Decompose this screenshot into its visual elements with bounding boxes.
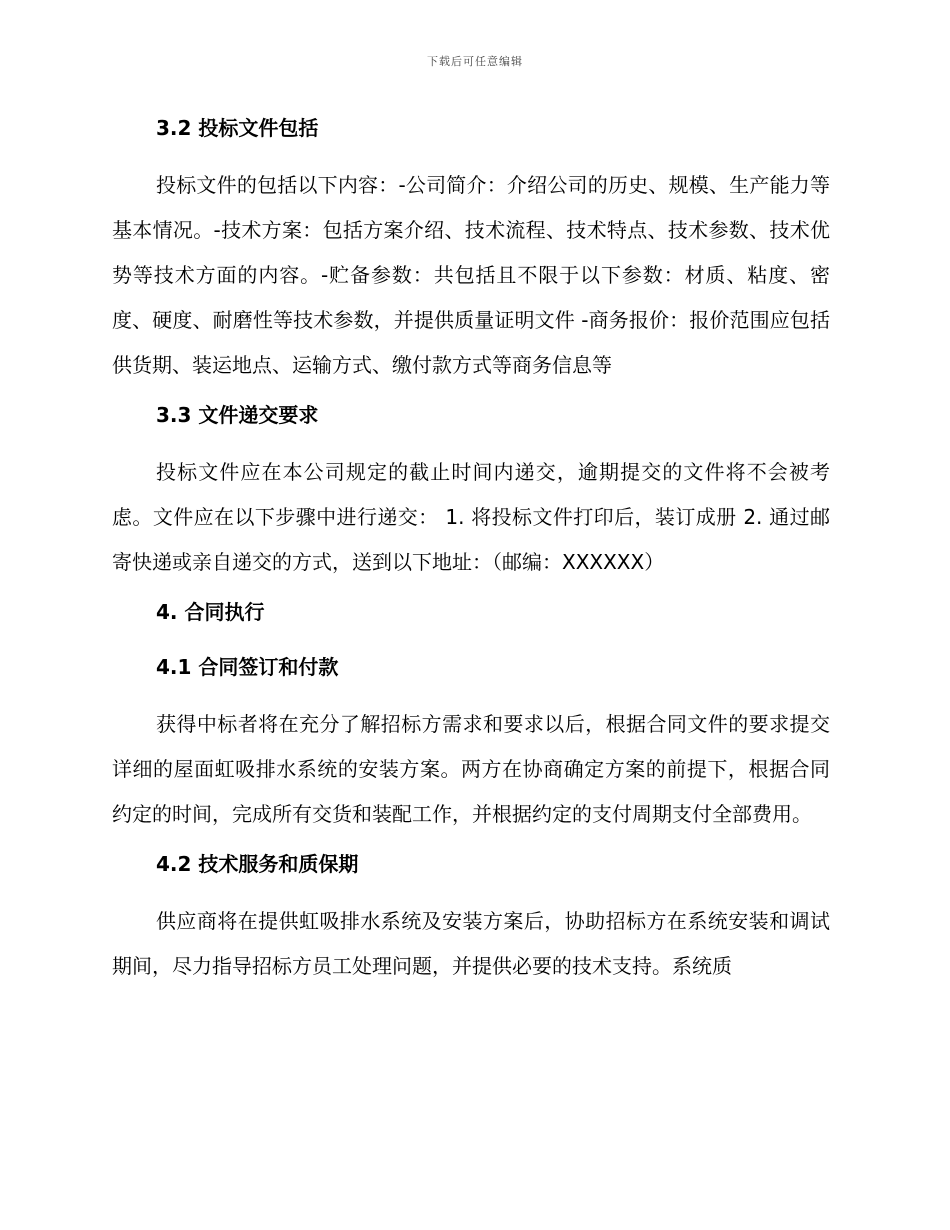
section-heading-3-3: 3.3 文件递交要求 bbox=[156, 403, 319, 427]
page-header-note: 下载后可任意编辑 bbox=[427, 55, 523, 68]
section-heading-4-2: 4.2 技术服务和质保期 bbox=[156, 852, 359, 876]
section-paragraph-3-2: 投标文件的包括以下内容：-公司简介：介绍公司的历史、规模、生产能力等基本情况。-技术方案：包括方案介绍、技术流程、技术特点、技术参数、技术优势等技术方面的内容。-贮备参数：共包括且不限于以下参数：材质、粘度、密度、硬度、耐磨性等技术参数，并提供质量证明文件 -商务报价：报价范围应包括供货期、装运地点、运输方式、缴付款方式等商务信息等 bbox=[112, 173, 830, 377]
section-heading-3-2: 3.2 投标文件包括 bbox=[156, 116, 319, 140]
section-paragraph-3-3: 投标文件应在本公司规定的截止时间内递交，逾期提交的文件将不会被考虑。文件应在以下步骤中进行递交： 1. 将投标文件打印后，装订成册 2. 通过邮寄快递或亲自递交的方式，送到以下地址：（邮编：XXXXXX） bbox=[112, 460, 830, 574]
section-heading-4-1: 4.1 合同签订和付款 bbox=[156, 655, 339, 679]
document-body bbox=[112, 108, 830, 996]
section-paragraph-4-2: 供应商将在提供虹吸排水系统及安装方案后，协助招标方在系统安装和调试期间，尽力指导招标方员工处理问题，并提供必要的技术支持。系统质 bbox=[112, 909, 830, 978]
section-paragraph-4-1: 获得中标者将在充分了解招标方需求和要求以后，根据合同文件的要求提交详细的屋面虹吸排水系统的安装方案。两方在协商确定方案的前提下，根据合同约定的时间，完成所有交货和装配工作，并根据约定的支付周期支付全部费用。 bbox=[112, 712, 830, 826]
section-heading-4: 4. 合同执行 bbox=[156, 600, 265, 624]
